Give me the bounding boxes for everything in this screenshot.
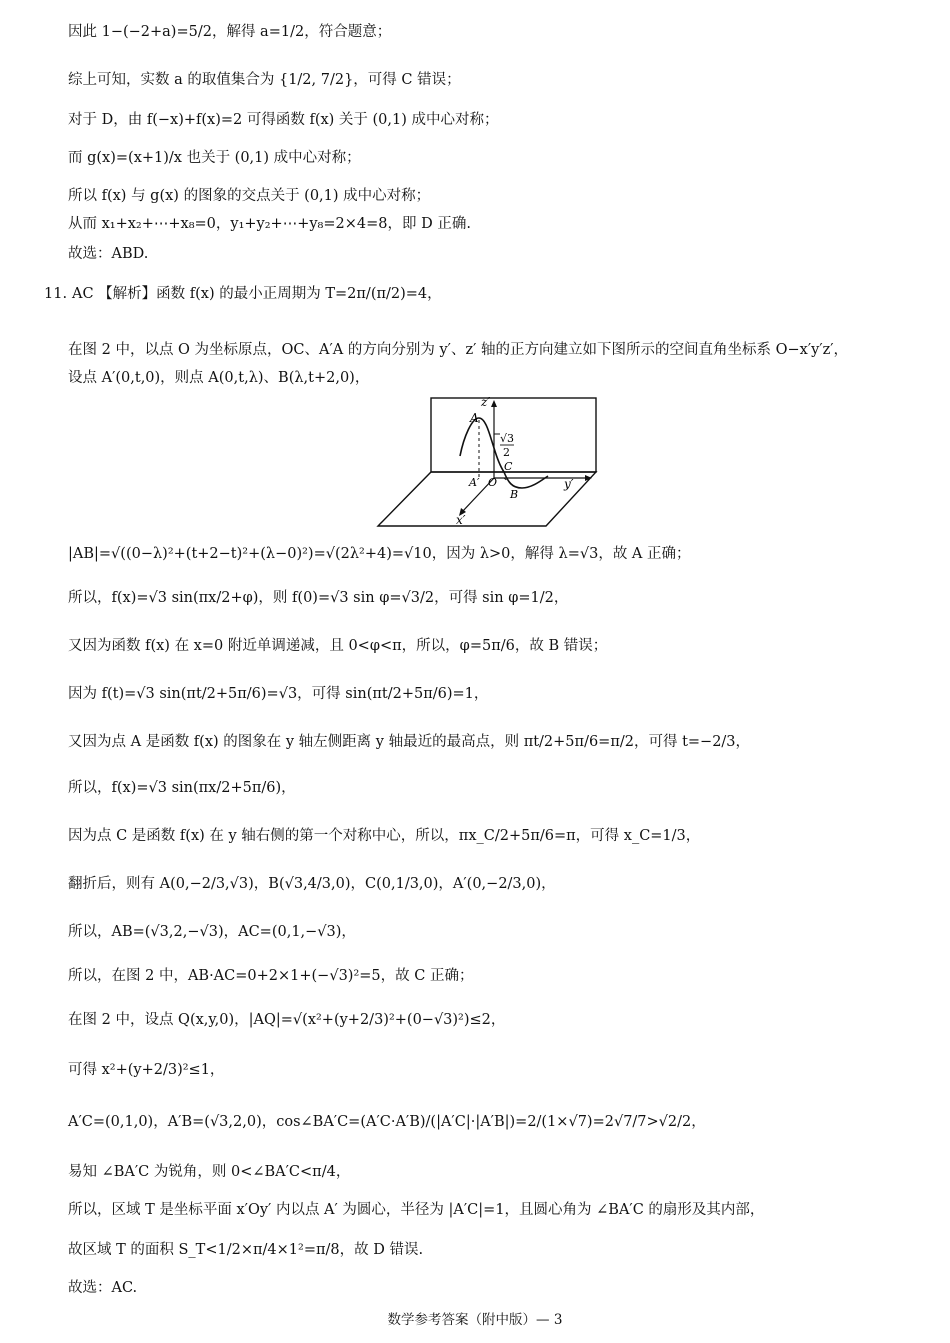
label-z: z′: [481, 396, 491, 409]
text-line-16: 所以，f(x)=√3 sin(πx/2+5π/6)，: [68, 780, 296, 796]
text-line-10: 设点 A′(0,t,0)，则点 A(0,t,λ)、B(λ,t+2,0)，: [68, 370, 370, 386]
text-line-5: 所以 f(x) 与 g(x) 的图象的交点关于 (0,1) 成中心对称；: [68, 188, 431, 204]
text-line-23: A′C=(0,1,0)，A′B=(√3,2,0)，cos∠BA′C=(A′C·A′B)/(|A′C|·|A′B|)=2/(1×√7)=2√7/7>√2/2，: [68, 1114, 706, 1130]
label-two: 2: [503, 446, 510, 459]
text-line-24: 易知 ∠BA′C 为锐角，则 0<∠BA′C<π/4，: [68, 1164, 351, 1180]
label-sqrt3: √3: [500, 432, 515, 445]
text-line-2: 综上可知，实数 a 的取值集合为 {1/2, 7/2}，可得 C 错误；: [68, 72, 461, 88]
curve-lower: [504, 472, 548, 488]
label-O: O: [488, 476, 498, 489]
label-Aprime: A′: [469, 476, 480, 489]
label-x: x′: [456, 513, 466, 527]
text-line-3: 对于 D，由 f(−x)+f(x)=2 可得函数 f(x) 关于 (0,1) 成中心对称；: [68, 112, 499, 128]
label-A: A: [470, 411, 479, 425]
text-line-27: 故选：AC.: [68, 1280, 138, 1296]
text-line-9: 在图 2 中，以点 O 为坐标原点，OC、A′A 的方向分别为 y′、z′ 轴的正方向建立如下图所示的空间直角坐标系 O−x′y′z′，: [68, 342, 849, 358]
text-line-20: 所以，在图 2 中，AB·AC=0+2×1+(−√3)²=5，故 C 正确；: [68, 968, 474, 984]
text-line-18: 翻折后，则有 A(0,−2/3,√3)，B(√3,4/3,0)，C(0,1/3,0)，A′(0,−2/3,0)，: [68, 876, 556, 892]
text-line-25: 所以，区域 T 是坐标平面 x′Oy′ 内以点 A′ 为圆心，半径为 |A′C|=1，且圆心角为 ∠BA′C 的扇形及其内部，: [68, 1202, 765, 1218]
text-line-21: 在图 2 中，设点 Q(x,y,0)，|AQ|=√(x²+(y+2/3)²+(0−√3)²)≤2，: [68, 1012, 506, 1028]
label-C: C: [504, 460, 513, 473]
text-line-8: AC 【解析】函数 f(x) 的最小正周期为 T=2π/(π/2)=4，: [72, 286, 442, 302]
question-number: 11.: [44, 286, 68, 302]
text-line-26: 故区域 T 的面积 S_T<1/2×π/4×1²=π/8，故 D 错误.: [68, 1242, 424, 1258]
label-y: y′: [564, 477, 574, 491]
text-line-4: 而 g(x)=(x+1)/x 也关于 (0,1) 成中心对称；: [68, 150, 361, 166]
page-footer: 数学参考答案（附中版）— 3: [387, 1312, 563, 1328]
z-arrow: [491, 400, 497, 407]
text-line-22: 可得 x²+(y+2/3)²≤1，: [68, 1062, 225, 1078]
label-B: B: [510, 488, 519, 501]
text-line-6: 从而 x₁+x₂+⋯+x₈=0，y₁+y₂+⋯+y₈=2×4=8，即 D 正确.: [68, 216, 471, 232]
text-line-15: 又因为点 A 是函数 f(x) 的图象在 y 轴左侧距离 y 轴最近的最高点，则 πt/2+5π/6=π/2，可得 t=−2/3，: [68, 734, 751, 750]
curve-upper: [460, 418, 504, 472]
text-line-19: 所以，AB=(√3,2,−√3)，AC=(0,1,−√3)，: [68, 924, 356, 940]
text-line-14: 因为 f(t)=√3 sin(πt/2+5π/6)=√3，可得 sin(πt/2+5π/6)=1，: [68, 686, 489, 702]
text-line-12: 所以，f(x)=√3 sin(πx/2+φ)，则 f(0)=√3 sin φ=√3/2，可得 sin φ=1/2，: [68, 590, 569, 606]
text-line-7: 故选：ABD.: [68, 246, 149, 262]
coordinate-figure: [376, 396, 598, 530]
text-line-17: 因为点 C 是函数 f(x) 在 y 轴右侧的第一个对称中心，所以，πx_C/2+5π/6=π，可得 x_C=1/3，: [68, 828, 701, 844]
text-line-13: 又因为函数 f(x) 在 x=0 附近单调递减，且 0<φ<π，所以，φ=5π/6，故 B 错误；: [68, 638, 608, 654]
text-line-1: 因此 1−(−2+a)=5/2，解得 a=1/2，符合题意；: [68, 24, 392, 40]
text-line-11: |AB|=√((0−λ)²+(t+2−t)²+(λ−0)²)=√(2λ²+4)=√10，因为 λ>0，解得 λ=√3，故 A 正确；: [68, 546, 691, 562]
